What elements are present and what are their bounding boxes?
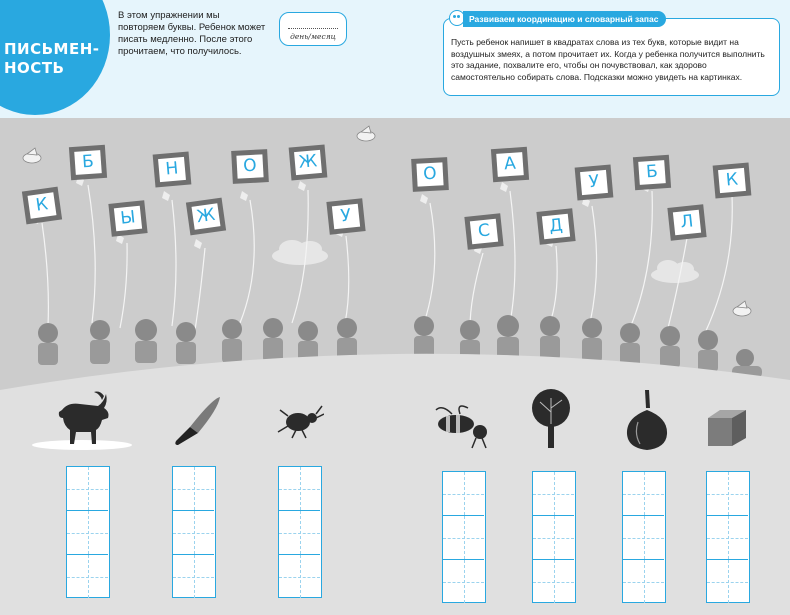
kite-letter: К [725,169,739,191]
kite-letter: У [339,205,353,227]
kite [326,198,365,235]
kite [411,157,449,192]
kite-letter: С [476,220,491,242]
kite [108,200,147,237]
kite-letter: О [422,163,438,185]
kite-letter: К [34,194,50,216]
kite-letter: Б [81,151,95,173]
kite-scene [0,118,790,615]
kite-letter: У [587,171,600,193]
tree-icon [528,388,574,450]
kite-letter: Н [164,158,180,180]
kite [575,164,614,200]
kite [22,187,62,225]
kite-letter: Ж [195,204,217,228]
kite-letter: Ы [119,207,137,229]
kite-letter: А [503,153,517,175]
section-title-line1: ПИСЬМЕН- [4,40,100,58]
date-line [288,28,338,29]
kite [153,151,192,187]
kite-letter: Ж [297,151,318,173]
answer-box[interactable] [172,466,216,598]
kite-letter: Л [679,211,695,233]
answer-box[interactable] [442,471,486,603]
date-field[interactable] [279,12,347,46]
tip-title: Развиваем координацию и словарный запас [463,11,666,27]
beetle-icon [274,400,324,440]
tip-text: Пусть ребенок напишет в квадратах слова из тех букв, которые видит на воздушных змеях, а потом прочитает их. Когда у ребенка получится выполнить это задание, похвалите его, чтобы он почувствовал, как здорово самостоятельно собирать слова. Подсказки можно увидеть на картинках. [451,37,765,82]
kite [491,147,529,182]
bee-icon [432,404,492,452]
answer-box[interactable] [622,471,666,603]
onion-icon [624,388,670,454]
answer-box[interactable] [66,466,110,598]
answer-box[interactable] [706,471,750,603]
section-title [4,40,100,78]
kite [464,213,503,250]
scene-illustration [0,118,790,615]
kite-letter: О [242,155,258,177]
section-title-line2: НОСТЬ [4,59,65,77]
kite [69,145,107,180]
knife-icon [172,393,224,448]
kite-letter: Д [548,215,564,237]
header [0,0,790,118]
answer-box[interactable] [532,471,576,603]
kite [667,204,706,241]
bull-icon [54,388,112,448]
cube-icon [706,408,750,448]
answer-box[interactable] [278,466,322,598]
kite [186,198,226,236]
kite [633,155,671,190]
kite [713,162,752,198]
kite [536,208,575,245]
kite [289,144,328,180]
kite [231,149,269,184]
intro-text: В этом упражнении мы повторяем буквы. Ребенок может писать медленно. После этого прочитаем, что получилось. [118,10,266,57]
kite-letter: Б [645,161,659,183]
date-label: день/месяц [290,32,336,41]
